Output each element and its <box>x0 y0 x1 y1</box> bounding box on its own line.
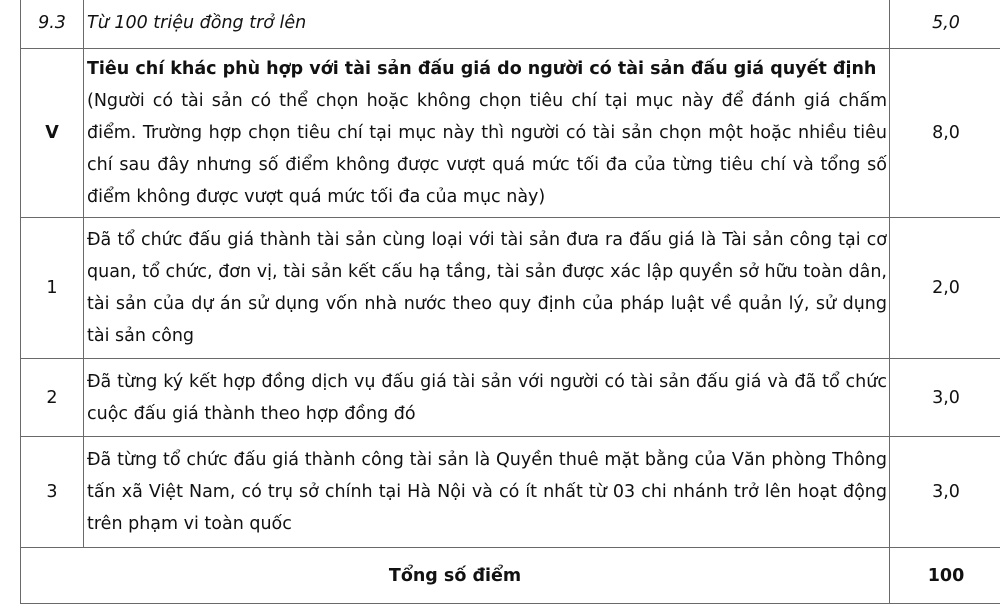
criterion-text: Đã tổ chức đấu giá thành tài sản cùng loại với tài sản đưa ra đấu giá là Tài sản công tại cơ quan, tổ chức, đơn vị, tài sản kết cấu hạ tầng, tài sản được xác lập quyền sở hữu toàn dân, tài sản của dự án sử dụng vốn nhà nước theo quy định của pháp luật về quản lý, sử dụng tài sản công <box>84 218 890 359</box>
table-row <box>21 49 1000 218</box>
score-value: 3,0 <box>890 437 1000 548</box>
criterion-text: Đã từng ký kết hợp đồng dịch vụ đấu giá tài sản với người có tài sản đấu giá và đã tổ chức cuộc đấu giá thành theo hợp đồng đó <box>84 359 890 437</box>
criterion-title: Tiêu chí khác phù hợp với tài sản đấu giá do người có tài sản đấu giá quyết định <box>87 59 877 79</box>
table-row <box>21 437 1000 548</box>
table-row <box>21 359 1000 437</box>
score-value: 3,0 <box>890 359 1000 437</box>
criterion-text: (Người có tài sản có thể chọn hoặc không chọn tiêu chí tại mục này để đánh giá chấm điểm. Trường hợp chọn tiêu chí tại mục này thì người có tài sản chọn một hoặc nhiều tiêu chí sau đây nhưng số điểm không được vượt quá mức tối đa của từng tiêu chí và tổng số điểm không được vượt quá mức tối đa của mục này) <box>87 91 887 207</box>
criterion-cell <box>84 49 890 218</box>
table-row <box>21 0 1000 49</box>
row-number: 1 <box>21 218 84 359</box>
score-value: 2,0 <box>890 218 1000 359</box>
total-value: 100 <box>890 548 1000 604</box>
total-row <box>21 548 1000 604</box>
row-number: 2 <box>21 359 84 437</box>
row-number: V <box>21 49 84 218</box>
criterion-text: Từ 100 triệu đồng trở lên <box>84 0 890 49</box>
score-value: 5,0 <box>890 0 1000 49</box>
total-label: Tổng số điểm <box>21 548 890 604</box>
table-row <box>21 218 1000 359</box>
criterion-text: Đã từng tổ chức đấu giá thành công tài sản là Quyền thuê mặt bằng của Văn phòng Thông tấn xã Việt Nam, có trụ sở chính tại Hà Nội và có ít nhất từ 03 chi nhánh trở lên hoạt động trên phạm vi toàn quốc <box>84 437 890 548</box>
row-number: 3 <box>21 437 84 548</box>
row-number: 9.3 <box>21 0 84 49</box>
scoring-table <box>20 0 1000 604</box>
score-value: 8,0 <box>890 49 1000 218</box>
